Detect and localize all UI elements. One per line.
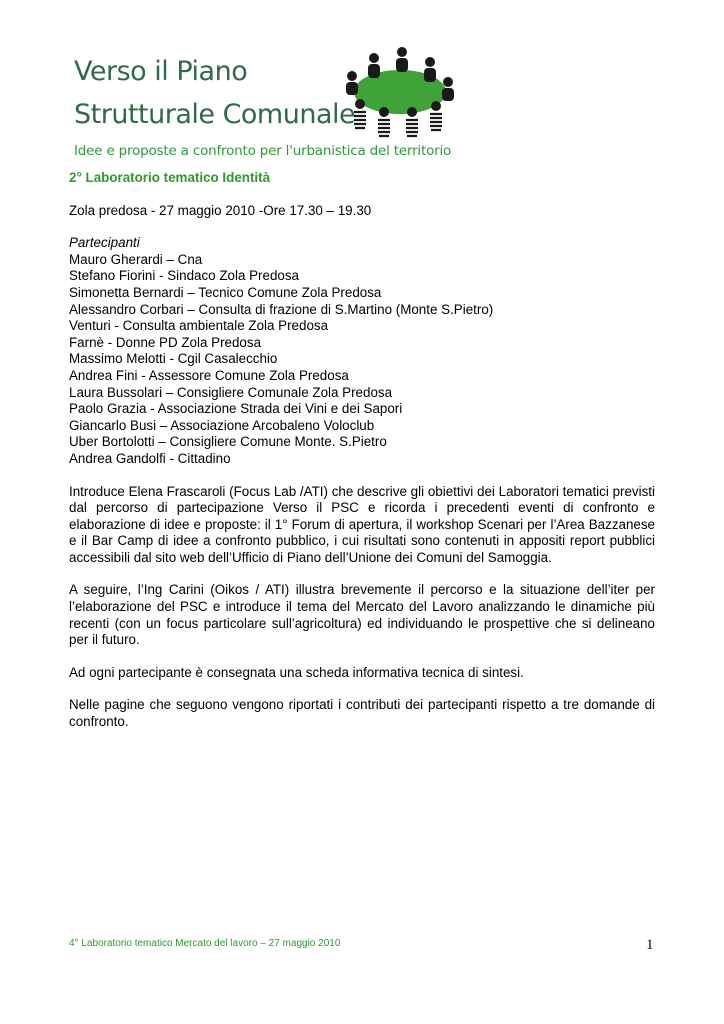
round-table-icon <box>336 46 464 146</box>
participant-item: Paolo Grazia - Associazione Strada dei Vini e dei Sapori <box>69 401 403 417</box>
participant-item: Stefano Fiorini - Sindaco Zola Predosa <box>69 268 299 284</box>
participant-item: Massimo Melotti - Cgil Casalecchio <box>69 351 278 367</box>
participants-heading: Partecipanti <box>69 235 140 251</box>
page-title: 2° Laboratorio tematico Identità <box>69 170 271 185</box>
paragraph-handout: Ad ogni partecipante è consegnata una scheda informativa tecnica di sintesi. <box>69 664 524 680</box>
participant-item: Andrea Gandolfi - Cittadino <box>69 450 231 466</box>
logo-tagline: Idee e proposte a confronto per l'urbanistica del territorio <box>74 143 452 159</box>
participant-item: Venturi - Consulta ambientale Zola Predosa <box>69 318 329 334</box>
participant-item: Uber Bortolotti – Consigliere Comune Monte. S.Pietro <box>69 434 387 450</box>
paragraph-following-pages: Nelle pagine che seguono vengono riportati i contributi dei partecipanti rispetto a tre domande di confronto. <box>69 697 655 730</box>
paragraph-introduction: Introduce Elena Frascaroli (Focus Lab /ATI) che descrive gli obiettivi dei Laboratori tematici previsti dal percorso di partecipazione Verso il PSC e ricorda i precedenti eventi di confronto e elaborazione di idee e proposte: il 1° Forum di apertura, il workshop Scenari per l’Area Bazzanese e il Bar Camp di idee a confronto pubblico, i cui risultati sono contenuti in appositi report pubblici accessibili dal sito web dell’Ufficio di Piano dell’Unione dei Comuni del Samoggia. <box>69 483 655 565</box>
page-footer: 4° Laboratorio tematico Mercato del lavoro – 27 maggio 2010 <box>69 938 341 949</box>
document-body <box>69 170 655 747</box>
logo-title-line2: Strutturale Comunale <box>74 99 356 130</box>
page-number: 1 <box>646 937 654 953</box>
participant-item: Laura Bussolari – Consigliere Comunale Zola Predosa <box>69 384 393 400</box>
paragraph-presentation: A seguire, l’Ing Carini (Oikos / ATI) illustra brevemente il percorso e la situazione dell’iter per l’elaborazione del PSC e introduce il tema del Mercato del Lavoro analizzando le dinamiche più recenti (con un focus particolare sull’agricoltura) ed individuando le prospettive che si delineano per il futuro. <box>69 582 655 648</box>
participant-item: Farnè - Donne PD Zola Predosa <box>69 334 262 350</box>
participant-item: Andrea Fini - Assessore Comune Zola Predosa <box>69 367 349 383</box>
logo-title-line1: Verso il Piano <box>74 56 248 87</box>
participant-item: Giancarlo Busi – Associazione Arcobaleno Voloclub <box>69 417 375 433</box>
participant-item: Simonetta Bernardi – Tecnico Comune Zola Predosa <box>69 284 382 300</box>
participant-item: Alessandro Corbari – Consulta di frazione di S.Martino (Monte S.Pietro) <box>69 301 494 317</box>
participant-item: Mauro Gherardi – Cna <box>69 251 203 267</box>
logo <box>74 46 464 168</box>
meeting-date: Zola predosa - 27 maggio 2010 -Ore 17.30 – 19.30 <box>69 202 372 218</box>
participants-section <box>69 235 655 467</box>
